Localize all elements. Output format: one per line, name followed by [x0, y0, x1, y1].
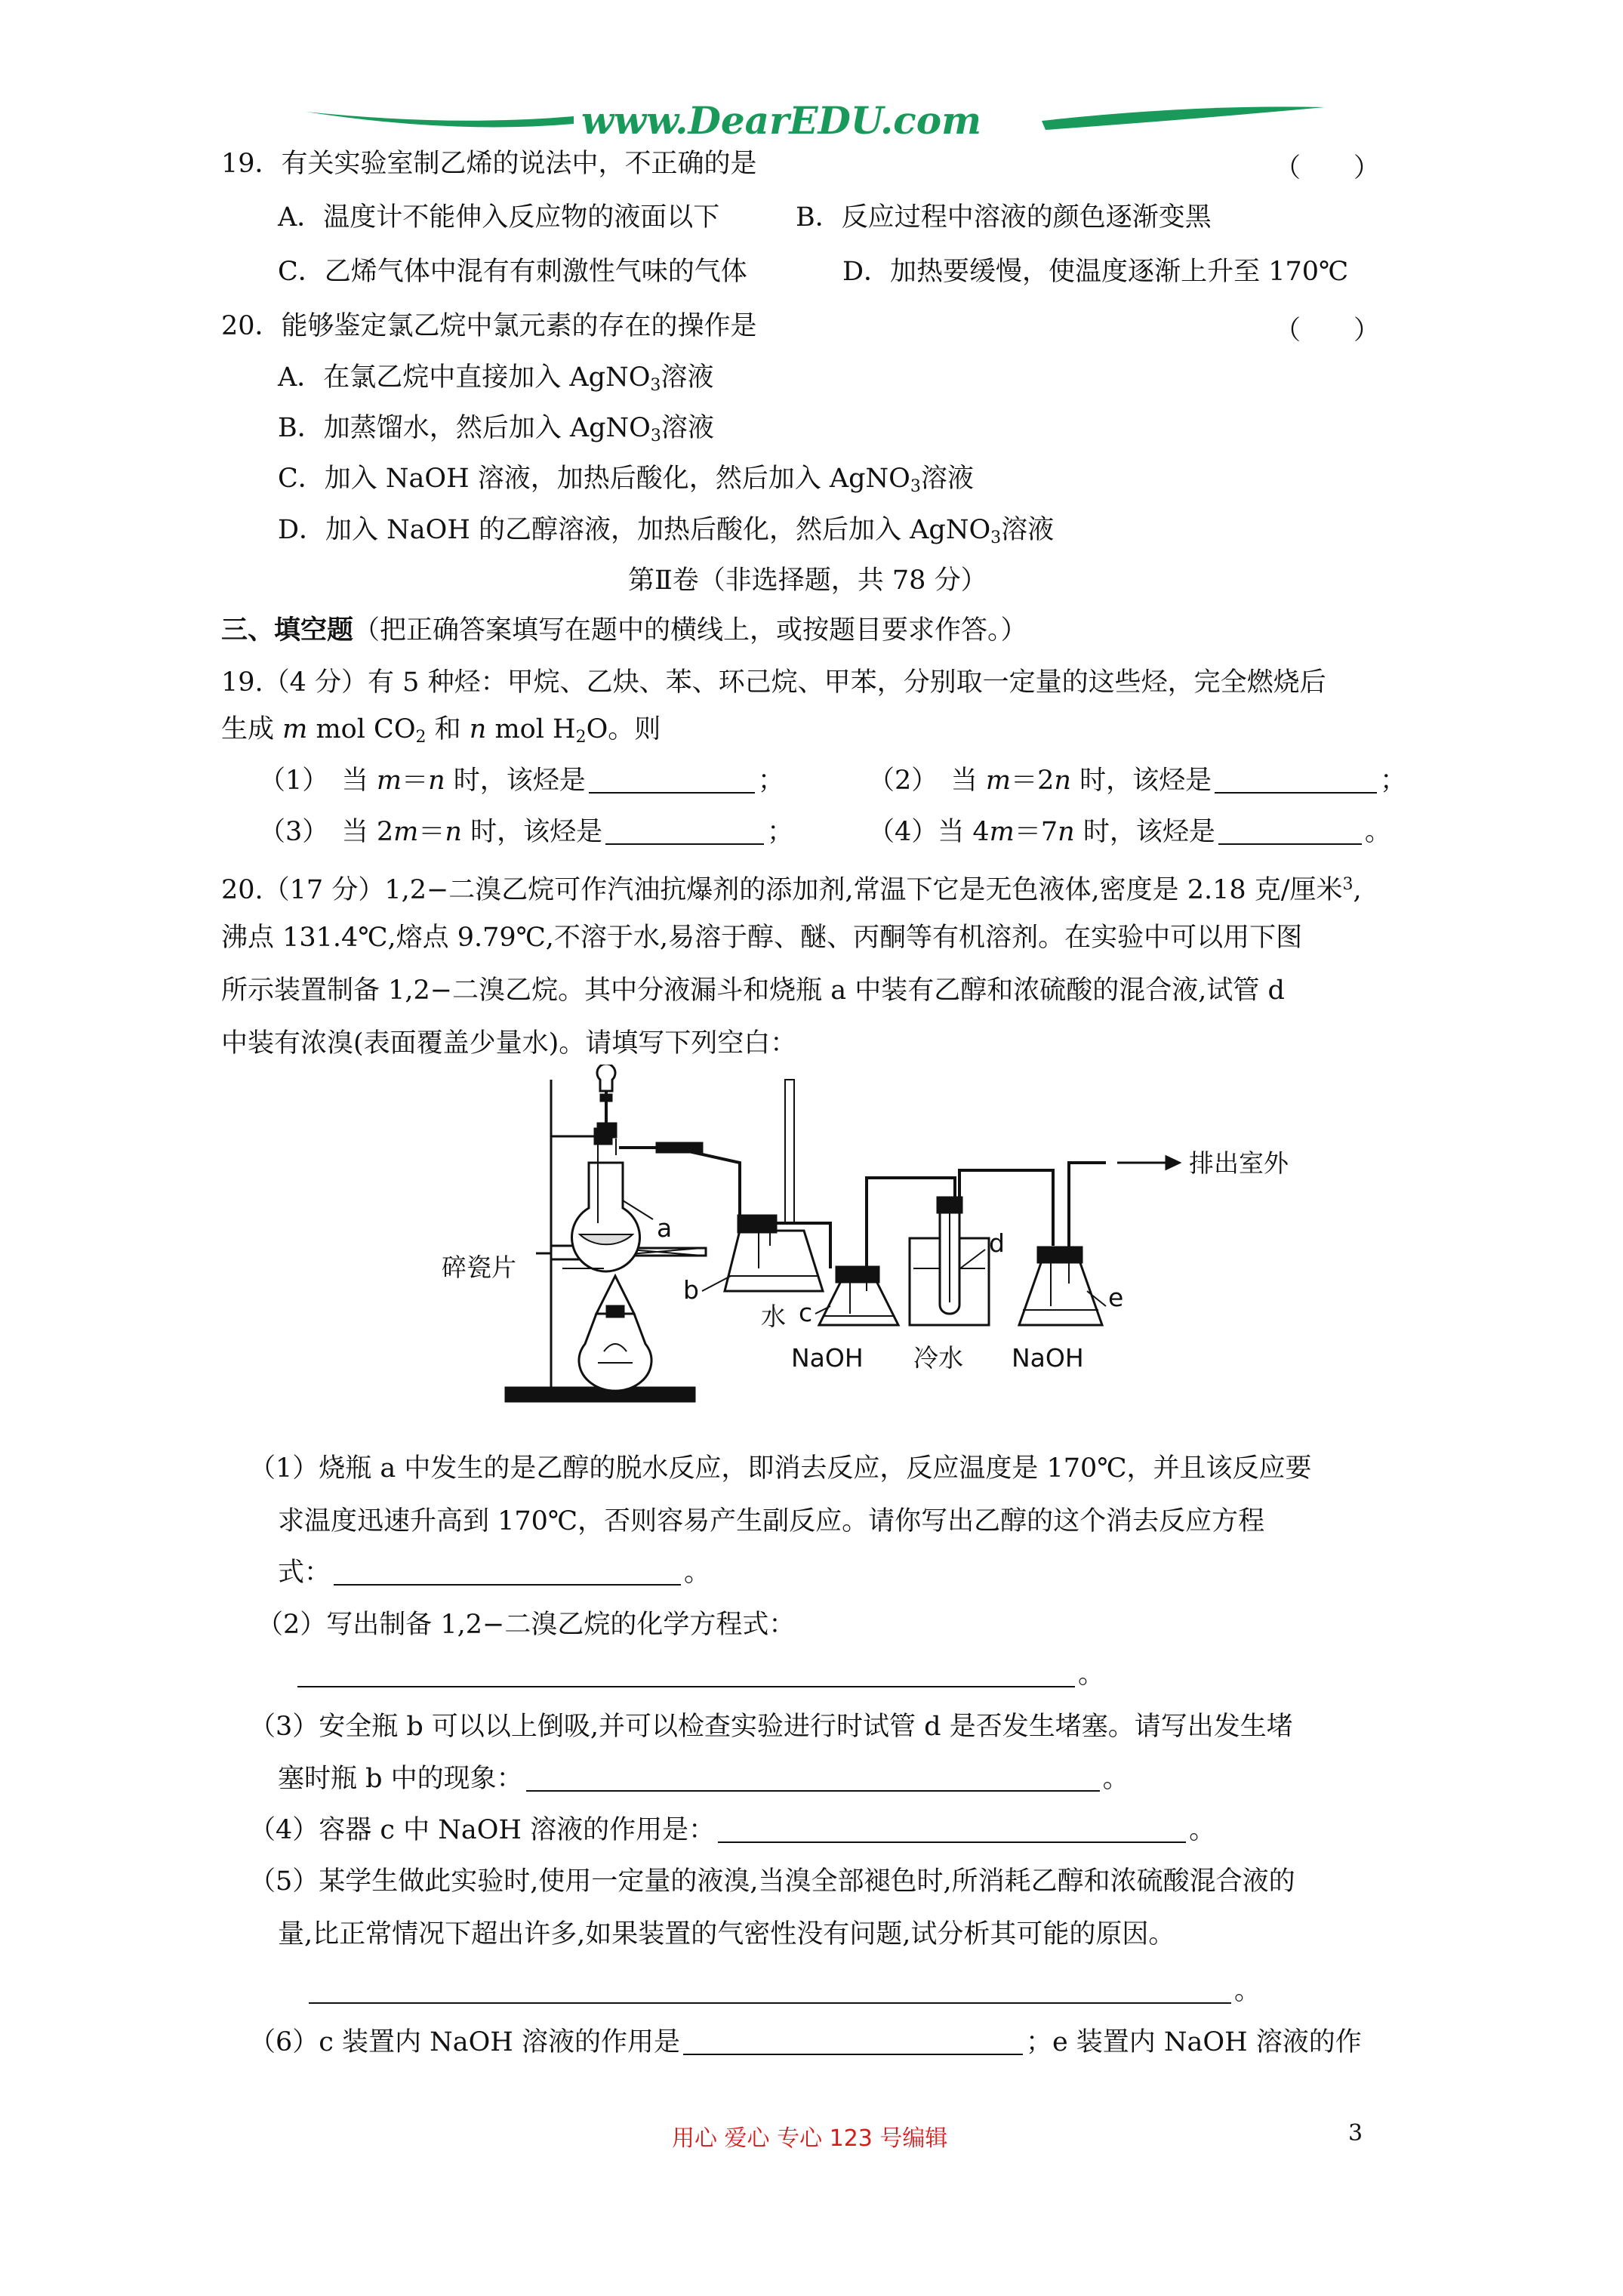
q20-mc-answer-paren: （ ） — [1274, 316, 1381, 346]
q19-option-a: A．温度计不能伸入反应物的液面以下 — [278, 202, 720, 233]
label-e: e — [1108, 1283, 1124, 1312]
label-broken-porcelain: 碎瓷片 — [442, 1253, 516, 1282]
answer-blank[interactable] — [297, 1663, 1075, 1687]
q19-mc-answer-paren: （ ） — [1274, 153, 1381, 183]
q20-fill-line-2: 沸点 131.4℃,熔点 9.79℃,不溶于水,易溶于醇、醚、丙酮等有机溶剂。在实验中可以用下图 — [221, 923, 1303, 953]
q20-fill-line-3: 所示装置制备 1,2−二溴乙烷。其中分液漏斗和烧瓶 a 中装有乙醇和浓硫酸的混合液,试管 d — [221, 975, 1285, 1006]
answer-blank[interactable] — [605, 821, 764, 845]
label-naoh-e: NaOH — [1012, 1343, 1084, 1373]
q20-option-c: C．加入 NaOH 溶液，加热后酸化，然后加入 AgNO$_3$溶液 — [278, 464, 974, 496]
q20-sub-3-line-2: 塞时瓶 b 中的现象： 。 — [278, 1764, 1129, 1794]
label-d: d — [989, 1228, 1005, 1258]
q20-option-b: B．加蒸馏水，然后加入 AgNO$_3$溶液 — [278, 413, 714, 445]
answer-blank[interactable] — [718, 1819, 1186, 1843]
q20-sub-4-line-1: （4）容器 c 中 NaOH 溶液的作用是： 。 — [249, 1815, 1216, 1845]
q20-fill-line-4: 中装有浓溴(表面覆盖少量水)。请填写下列空白： — [221, 1028, 797, 1059]
q20-sub-2-line-1: （2）写出制备 1,2−二溴乙烷的化学方程式： — [257, 1610, 796, 1640]
answer-blank[interactable] — [683, 2031, 1023, 2055]
q19-fill-part-1: （1） 当 m＝n 时，该烃是 ； — [259, 766, 784, 796]
q19-fill-part-3: （3） 当 2m＝n 时，该烃是 ； — [259, 817, 794, 847]
q20-option-a: A．在氯乙烷中直接加入 AgNO$_3$溶液 — [278, 362, 714, 395]
q19-fill-line-1: 19.（4 分）有 5 种烃：甲烷、乙炔、苯、环己烷、甲苯，分别取一定量的这些烃，完全燃烧后 — [221, 667, 1326, 698]
q20-sub-3-line-1: （3）安全瓶 b 可以以上倒吸,并可以检查实验进行时试管 d 是否发生堵塞。请写出发生堵 — [249, 1712, 1293, 1742]
label-b: b — [683, 1275, 699, 1305]
q20-sub-5-line-1: （5）某学生做此实验时,使用一定量的液溴,当溴全部褪色时,所消耗乙醇和浓硫酸混合液的 — [249, 1866, 1295, 1897]
label-c: c — [799, 1298, 813, 1327]
page-number: 3 — [1348, 2120, 1363, 2147]
answer-blank[interactable] — [309, 1980, 1231, 2004]
q19-fill-part-4: （4）当 4m＝7n 时，该烃是 。 — [868, 817, 1391, 847]
q19-fill-part-2: （2） 当 m＝2n 时，该烃是 ； — [868, 766, 1407, 796]
label-water: 水 — [761, 1302, 786, 1331]
q19-fill-line-2: 生成 m mol $CO_2$ 和 n mol $H_2O$。则 — [221, 714, 661, 747]
q20-sub-6-line-1: （6）c 装置内 NaOH 溶液的作用是 ；e 装置内 NaOH 溶液的作 — [249, 2027, 1362, 2057]
q20-sub-1-line-1: （1）烧瓶 a 中发生的是乙醇的脱水反应，即消去反应，反应温度是 170℃，并且该反应要 — [249, 1453, 1312, 1484]
q20-sub-1-line-2: 求温度迅速升高到 170℃，否则容易产生副反应。请你写出乙醇的这个消去反应方程 — [278, 1506, 1265, 1536]
section-3-heading: 三、填空题（把正确答案填写在题中的横线上，或按题目要求作答。） — [221, 615, 1027, 646]
q20-fill-line-1: 20.（17 分）1,2−二溴乙烷可作汽油抗爆剂的添加剂,常温下它是无色液体,密度是 2.18 克/厘米$^3$, — [221, 875, 1362, 905]
answer-blank[interactable] — [1215, 769, 1377, 794]
q19-option-d: D．加热要缓慢，使温度逐渐上升至 170℃ — [842, 257, 1349, 287]
answer-blank[interactable] — [526, 1767, 1100, 1792]
q20-sub-1-line-3: 式： 。 — [278, 1558, 711, 1588]
label-naoh-c: NaOH — [791, 1343, 864, 1373]
q20-sub-2-answer: 。 — [294, 1658, 1104, 1691]
q20-option-d: D．加入 NaOH 的乙醇溶液，加热后酸化，然后加入 AgNO$_3$溶液 — [278, 515, 1055, 547]
answer-blank[interactable] — [1218, 821, 1362, 845]
section-2-title: 第Ⅱ卷（非选择题，共 78 分） — [628, 566, 987, 596]
footer-text: 用心 爱心 专心 123 号编辑 — [672, 2125, 948, 2152]
label-a: a — [657, 1213, 673, 1243]
q19-mc-stem: 19．有关实验室制乙烯的说法中，不正确的是 — [221, 149, 757, 179]
label-cold-water: 冷水 — [913, 1343, 963, 1373]
answer-blank[interactable] — [334, 1561, 681, 1586]
q20-sub-5-line-2: 量,比正常情况下超出许多,如果装置的气密性没有问题,试分析其可能的原因。 — [278, 1919, 1175, 1949]
header-brand-text[interactable]: www.DearEDU.com — [581, 98, 982, 143]
answer-blank[interactable] — [589, 769, 755, 794]
q19-option-b: B．反应过程中溶液的颜色逐渐变黑 — [796, 202, 1212, 233]
q20-mc-stem: 20．能够鉴定氯乙烷中氯元素的存在的操作是 — [221, 311, 757, 341]
q20-sub-5-answer: 。 — [306, 1974, 1261, 2008]
q19-option-c: C．乙烯气体中混有有刺激性气味的气体 — [278, 257, 747, 287]
label-exhaust: 排出室外 — [1189, 1148, 1289, 1178]
